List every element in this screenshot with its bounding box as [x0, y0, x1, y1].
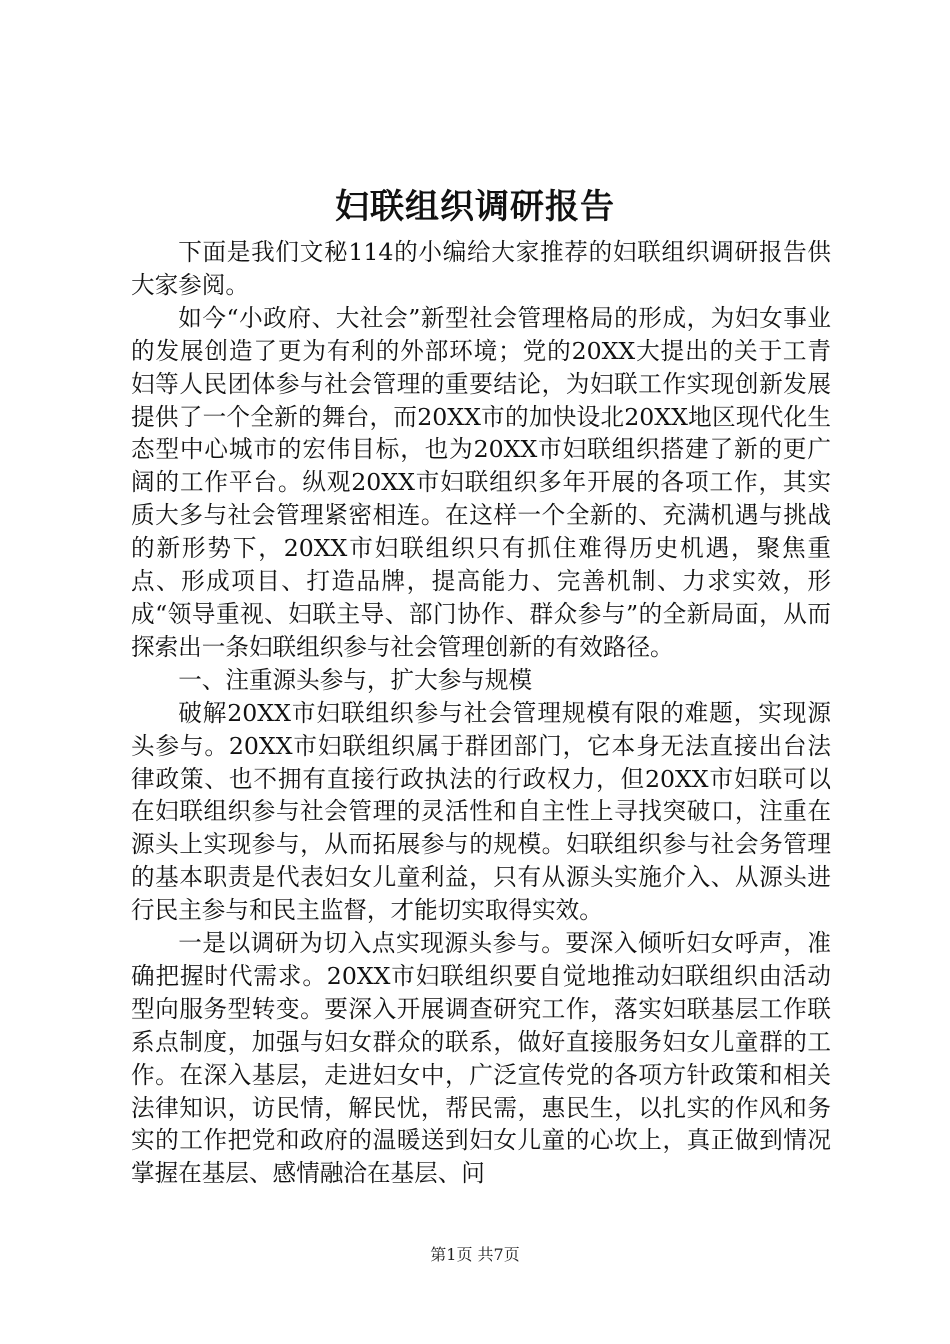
document-body [131, 236, 831, 1190]
paragraph-point-1: 一是以调研为切入点实现源头参与。要深入倾听妇女呼声，准确把握时代需求。20XX市妇联组织要自觉地推动妇联组织由活动型向服务型转变。要深入开展调查研究工作，落实妇联基层工作联系点制度，加强与妇女群众的联系，做好直接服务妇女儿童群的工作。在深入基层，走进妇女中，广泛宣传党的各项方针政策和相关法律知识，访民情，解民忧，帮民需，惠民生，以扎实的作风和务实的工作把党和政府的温暖送到妇女儿童的心坎上，真正做到情况掌握在基层、感情融洽在基层、问 [131, 929, 831, 1188]
paragraph-background: 如今“小政府、大社会”新型社会管理格局的形成，为妇女事业的发展创造了更为有利的外部环境；党的20XX大提出的关于工青妇等人民团体参与社会管理的重要结论，为妇联工作实现创新发展提供了一个全新的舞台，而20XX市的加快设北20XX地区现代化生态型中心城市的宏伟目标，也为20XX市妇联组织搭建了新的更广阔的工作平台。纵观20XX市妇联组织多年开展的各项工作，其实质大多与社会管理紧密相连。在这样一个全新的、充满机遇与挑战的新形势下，20XX市妇联组织只有抓住难得历史机遇，聚焦重点、形成项目、打造品牌，提高能力、完善机制、力求实效，形成“领导重视、妇联主导、部门协作、群众参与”的全新局面，从而探索出一条妇联组织参与社会管理创新的有效路径。 [131, 303, 831, 661]
paragraph-section-1: 破解20XX市妇联组织参与社会管理规模有限的难题，实现源头参与。20XX市妇联组织属于群团部门，它本身无法直接出台法律政策、也不拥有直接行政执法的行政权力，但20XX市妇联可以在妇联组织参与社会管理的灵活性和自主性上寻找突破口，注重在源头上实现参与，从而拓展参与的规模。妇联组织参与社会务管理的基本职责是代表妇女儿童利益，只有从源头实施介入、从源头进行民主参与和民主监督，才能切实取得实效。 [131, 698, 831, 925]
section-heading-1: 一、注重源头参与，扩大参与规模 [178, 665, 533, 694]
page-footer: 第1页 共7页 [430, 1245, 520, 1264]
paragraph-intro: 下面是我们文秘114的小编给大家推荐的妇联组织调研报告供大家参阅。 [131, 238, 831, 299]
document-title: 妇联组织调研报告 [335, 187, 615, 227]
